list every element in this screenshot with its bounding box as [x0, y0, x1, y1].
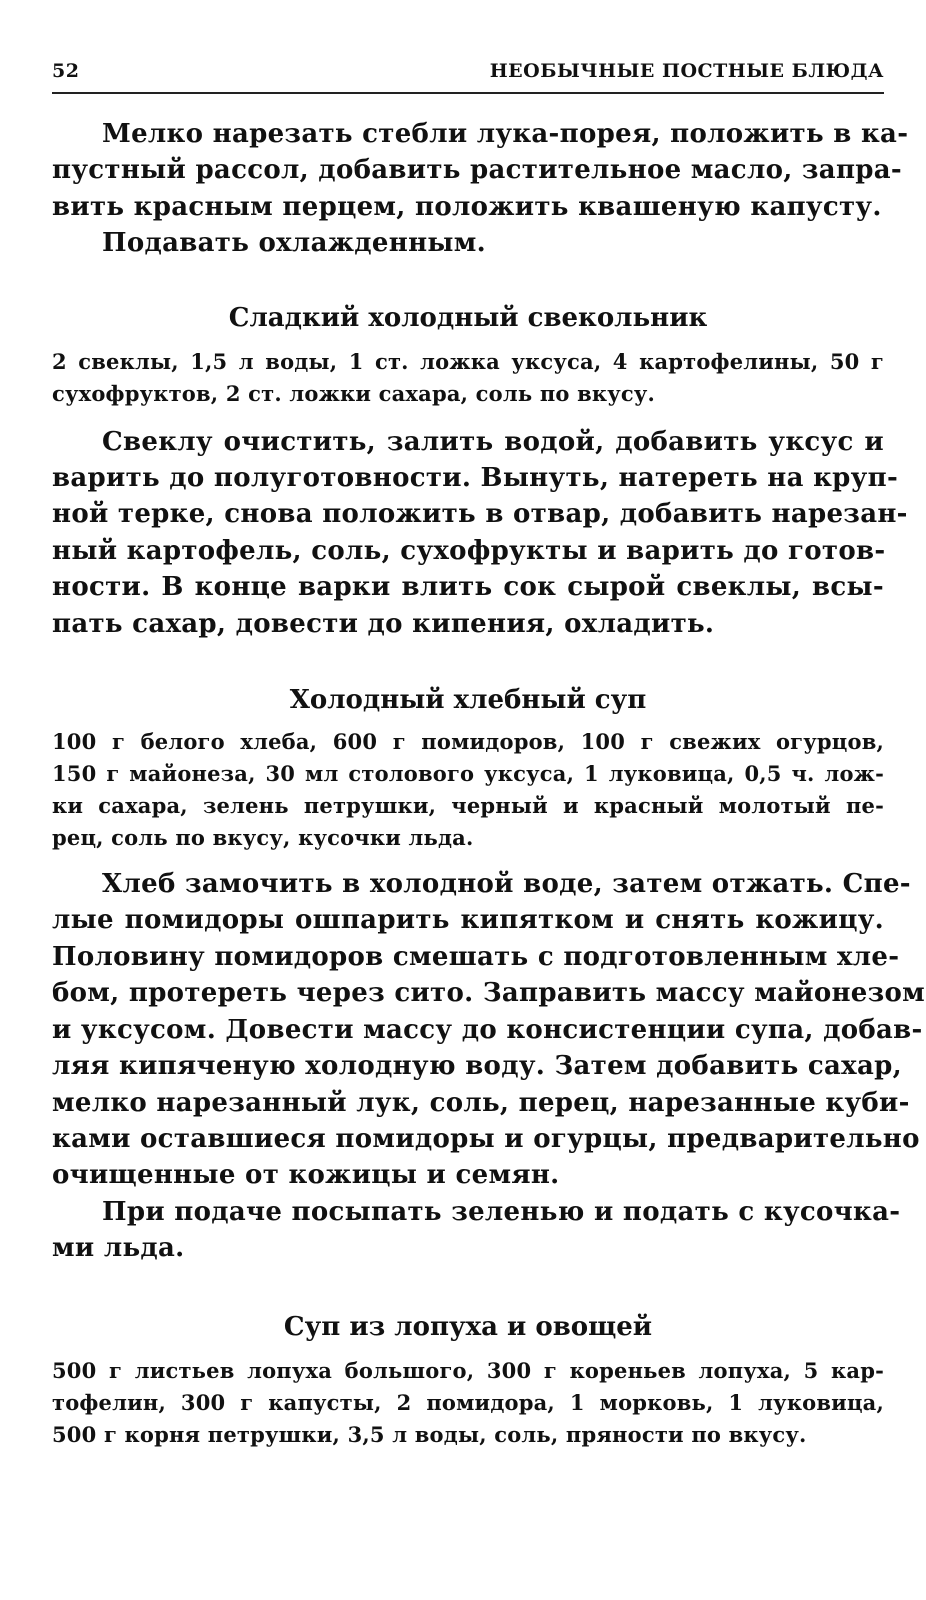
text-line: Хлеб замочить в холодной воде, затем отжать. Спе-: [102, 869, 911, 900]
recipe-title: Суп из лопуха и овощей: [283, 1311, 653, 1342]
text-line: лые помидоры ошпарить кипятком и снять кожицу.: [52, 905, 884, 936]
text-line: При подаче посыпать зеленью и подать с кусочка-: [102, 1196, 901, 1227]
text-line: тофелин, 300 г капусты, 2 помидора, 1 морковь, 1 луковица,: [52, 1389, 884, 1415]
ingredients-list: [52, 1355, 884, 1451]
text-line: 500 г листьев лопуха большого, 300 г кореньев лопуха, 5 кар-: [52, 1357, 884, 1383]
text-line: очищенные от кожицы и семян.: [52, 1160, 560, 1191]
intro-paragraph: [52, 116, 909, 225]
text-line: ми льда.: [52, 1233, 185, 1264]
text-line: варить до полуготовности. Вынуть, натереть на круп-: [52, 463, 899, 494]
text-line: 500 г корня петрушки, 3,5 л воды, соль, пряности по вкусу.: [52, 1421, 807, 1447]
recipe-bread-soup: [52, 682, 926, 1266]
running-header: [52, 56, 884, 86]
text-line: Свеклу очистить, залить водой, добавить уксус и: [102, 426, 884, 457]
running-title: НЕОБЫЧНЫЕ ПОСТНЫЕ БЛЮДА: [489, 60, 884, 82]
text-line: ной терке, снова положить в отвар, добавить нарезан-: [52, 499, 908, 530]
text-line: 2 свеклы, 1,5 л воды, 1 ст. ложка уксуса, 4 картофелины, 50 г: [52, 348, 884, 374]
recipe-title: Сладкий холодный свекольник: [228, 302, 708, 333]
text-line: сухофруктов, 2 ст. ложки сахара, соль по вкусу.: [52, 380, 656, 406]
text-line: вить красным перцем, положить квашеную капусту.: [52, 191, 882, 222]
serving-paragraph: [52, 1194, 901, 1267]
text-line: и уксусом. Довести массу до консистенции супа, добав-: [52, 1014, 923, 1045]
page-number: 52: [52, 60, 80, 82]
book-page: [52, 56, 926, 1451]
text-line: Подавать охлажденным.: [102, 228, 486, 259]
text-line: мелко нарезанный лук, соль, перец, нарезанные куби-: [52, 1087, 910, 1118]
ingredients-list: [52, 726, 884, 854]
text-line: 100 г белого хлеба, 600 г помидоров, 100 г свежих огурцов,: [52, 729, 884, 755]
recipe-burdock-soup: [52, 1309, 884, 1451]
ingredients-list: [52, 346, 884, 410]
text-line: пать сахар, довести до кипения, охладить.: [52, 608, 715, 639]
text-line: ности. В конце варки влить сок сырой свеклы, всы-: [52, 572, 884, 603]
text-line: Мелко нарезать стебли лука-порея, положить в ка-: [102, 119, 909, 149]
text-line: рец, соль по вкусу, кусочки льда.: [52, 825, 474, 851]
text-line: ками оставшиеся помидоры и огурцы, предварительно: [52, 1123, 920, 1154]
method-paragraph: [52, 866, 926, 1194]
text-line: ки сахара, зелень петрушки, черный и красный молотый пе-: [52, 793, 884, 819]
text-line: ляя кипяченую холодную воду. Затем добавить сахар,: [52, 1051, 902, 1082]
recipe-title: Холодный хлебный суп: [289, 685, 647, 716]
header-rule: [52, 92, 884, 94]
text-line: Половину помидоров смешать с подготовленным хле-: [52, 941, 900, 972]
text-line: пустный рассол, добавить растительное масло, запра-: [52, 155, 903, 186]
serve-paragraph: [52, 225, 884, 261]
text-line: ный картофель, соль, сухофрукты и варить до готов-: [52, 535, 886, 566]
recipe-beet-soup: [52, 300, 908, 642]
method-paragraph: [52, 424, 908, 642]
text-line: 150 г майонеза, 30 мл столового уксуса, 1 луковица, 0,5 ч. лож-: [52, 761, 884, 787]
text-line: бом, протереть через сито. Заправить массу майонезом: [52, 978, 926, 1009]
